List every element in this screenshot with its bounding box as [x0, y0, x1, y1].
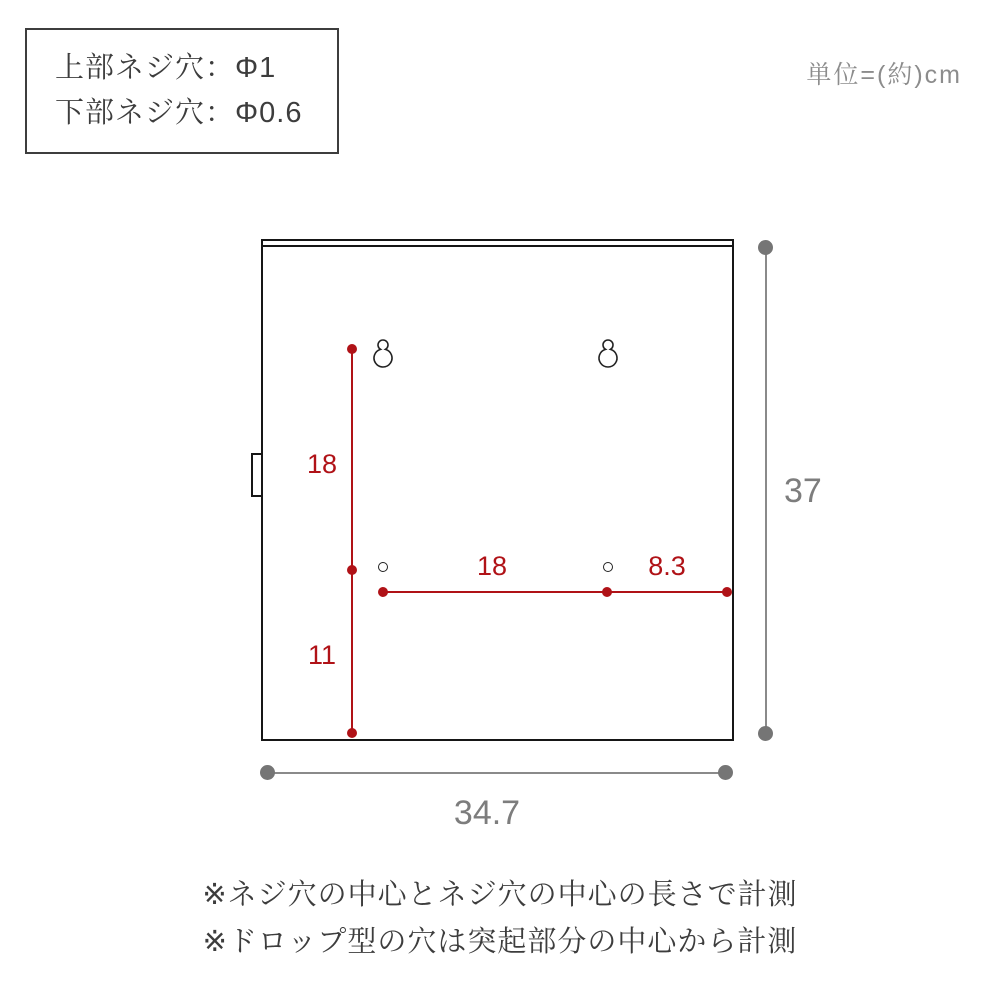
panel-top-seam [263, 245, 732, 247]
screw-hole-spec-box [25, 28, 339, 154]
gray-dim-dot-bottom-left [260, 765, 275, 780]
measurement-notes [0, 872, 1000, 966]
screw-hole-left-icon [378, 562, 388, 572]
unit-note: 単位=(約)cm [806, 61, 962, 89]
red-dim-dot-right [722, 587, 732, 597]
screw-hole-right-icon [603, 562, 613, 572]
gray-dim-dot-bottom-right [758, 726, 773, 741]
red-dim-dot-center [602, 587, 612, 597]
total-width-label: 34.7 [453, 794, 521, 832]
red-horizontal-dim-line [383, 591, 727, 593]
red-vertical-dim-line [351, 349, 353, 733]
total-height-dim-line [765, 247, 767, 734]
note-line-2: ※ドロップ型の穴は突起部分の中心から計測 [202, 926, 798, 958]
total-width-dim-line [267, 772, 725, 774]
hole-spacing-label: 18 [476, 551, 508, 581]
red-dim-dot-left [378, 587, 388, 597]
gray-dim-dot-top-right [758, 240, 773, 255]
lower-hole-height-label: 11 [307, 640, 337, 670]
upper-screw-hole-spec: 上部ネジ穴：Φ1 [55, 52, 277, 85]
note-line-1: ※ネジ穴の中心とネジ穴の中心の長さで計測 [202, 879, 798, 911]
red-dim-dot-top [347, 344, 357, 354]
total-height-label: 37 [784, 472, 822, 510]
gray-dim-dot-bottom-right2 [718, 765, 733, 780]
lower-screw-hole-spec: 下部ネジ穴：Φ0.6 [55, 97, 303, 129]
left-hinge-tab [251, 453, 263, 497]
red-dim-dot-bottom [347, 728, 357, 738]
upper-hole-height-label: 18 [306, 449, 338, 479]
drop-hole-right-icon [596, 338, 620, 369]
right-edge-offset-label: 8.3 [648, 551, 686, 581]
red-dim-dot-middle [347, 565, 357, 575]
drop-hole-left-icon [371, 338, 395, 369]
